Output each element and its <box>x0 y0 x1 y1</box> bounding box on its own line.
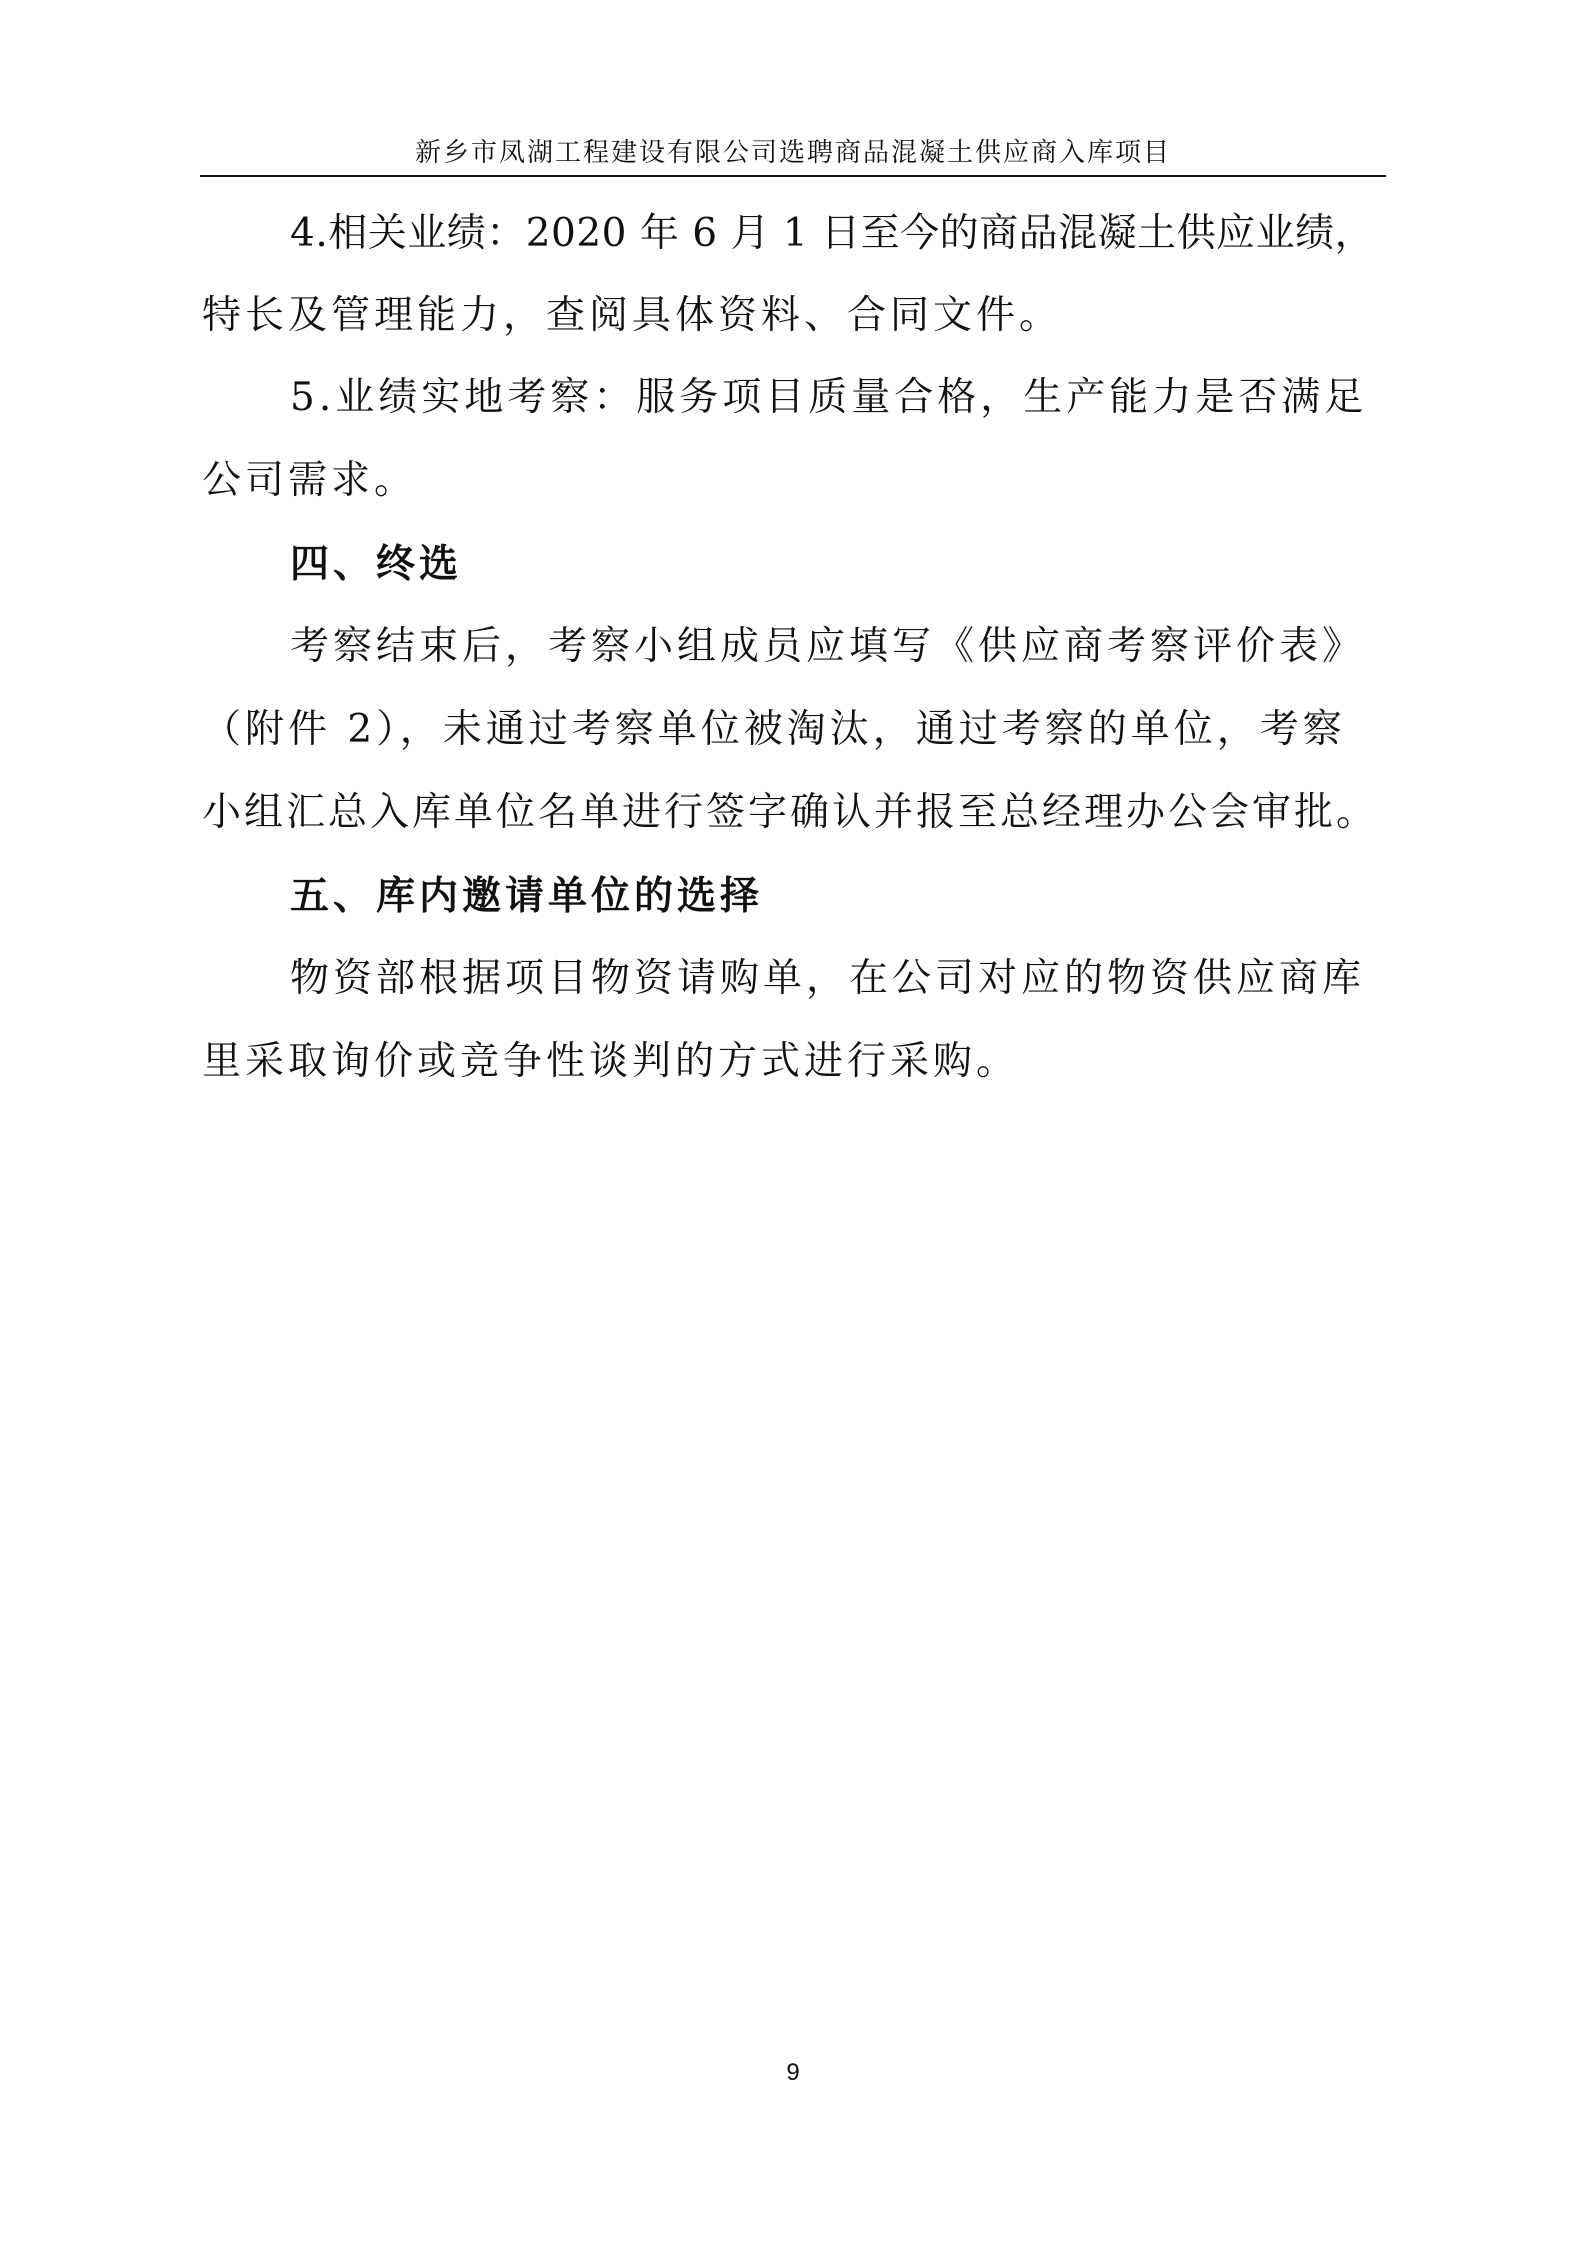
header-divider <box>200 175 1386 177</box>
paragraph-line: 物资部根据项目物资请购单，在公司对应的物资供应商库 <box>290 956 1366 1001</box>
paragraph-line: 公司需求。 <box>202 458 418 503</box>
page-number: 9 <box>786 2059 800 2086</box>
paragraph-line: 里采取询价或竞争性谈判的方式进行采购。 <box>202 1039 1020 1084</box>
paragraph-line: 小组汇总入库单位名单进行签字确认并报至总经理办公会审批。 <box>202 790 1379 835</box>
section-heading: 五、库内邀请单位的选择 <box>290 873 764 919</box>
paragraph-line: （附件 2），未通过考察单位被淘汰，通过考察的单位，考察 <box>202 707 1346 752</box>
paragraph-line: 考察结束后，考察小组成员应填写《供应商考察评价表》 <box>290 624 1366 669</box>
paragraph-line: 特长及管理能力，查阅具体资料、合同文件。 <box>202 293 1063 338</box>
paragraph-line: 4.相关业绩：2020 年 6 月 1 日至今的商品混凝土供应业绩， <box>290 211 1375 256</box>
header-title: 新乡市凤湖工程建设有限公司选聘商品混凝土供应商入库项目 <box>414 138 1171 168</box>
paragraph-line: 5.业绩实地考察：服务项目质量合格，生产能力是否满足 <box>290 375 1368 420</box>
section-heading: 四、终选 <box>290 541 463 587</box>
